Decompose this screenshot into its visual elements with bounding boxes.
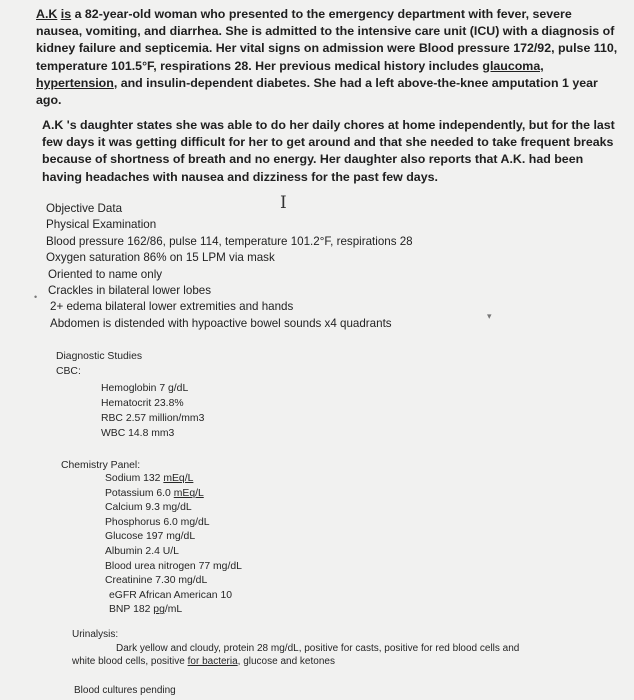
chem-item: eGFR African American 10 — [109, 589, 233, 601]
objective-title: Objective Data — [46, 202, 123, 215]
chem-item: Glucose 197 mg/dL — [105, 531, 196, 543]
urinalysis-title: Urinalysis: — [72, 629, 119, 640]
cbc-item: Hemoglobin 7 g/dL — [101, 383, 189, 394]
objective-line: Abdomen is distended with hypoactive bowel sounds x4 quadrants — [50, 316, 392, 330]
intro-text-2: , and insulin-dependent diabetes. She had a left above-the-knee amputation 1 year ago. — [36, 75, 598, 108]
chem-item: Phosphorus 6.0 mg/dL — [105, 516, 210, 528]
cbc-list — [101, 381, 204, 441]
objective-data-section — [46, 201, 413, 332]
objective-line: Oxygen saturation 86% on 15 LPM via mask — [46, 251, 275, 265]
intro-text-1: a 82-year-old woman who presented to the emergency department with fever, severe nausea, vomiting, and diarrhea. She is admitted to the intensive care unit (ICU) with a diagnosis of kidney failure and septicemia. Her vital signs on admission were Blood pressure 172/92, pulse 110, temperature 101.5°F, respirations 28. Her previous medical history includes — [36, 7, 618, 73]
diagnostic-studies-section — [56, 349, 142, 379]
chem-item: Calcium 9.3 mg/dL — [105, 502, 192, 514]
chem-item: Creatinine 7.30 mg/dL — [105, 575, 208, 587]
chemistry-list — [105, 472, 242, 618]
cbc-item: WBC 14.8 mm3 — [101, 428, 175, 439]
chem-item: Albumin 2.4 U/L — [105, 545, 179, 557]
text-cursor-icon: I — [280, 193, 287, 213]
intro-is: is — [60, 7, 72, 21]
daughter-report-paragraph: A.K 's daughter states she was able to do her daily chores at home independently, but for the last few days it was getting difficult for her to get around and that she needed to take frequent breaks because of shortness of breath and no energy. Her daughter also reports that A.K. had been having headaches with nausea and dizziness for the past few days. — [42, 118, 615, 184]
urinalysis-line-2: white blood cells, positive for bacteria, glucose and ketones — [72, 656, 335, 667]
case-intro-paragraph — [36, 6, 621, 109]
chem-item: BNP 182 pg/mL — [109, 604, 183, 616]
objective-line: 2+ edema bilateral lower extremities and hands — [50, 300, 294, 314]
stray-mark: • — [34, 292, 38, 302]
chem-item: Potassium 6.0 mEq/L — [105, 487, 204, 499]
history-conditions: glaucoma, hypertension — [36, 58, 544, 90]
urinalysis-line-1: Dark yellow and cloudy, protein 28 mg/dL, positive for casts, positive for red blood cells and — [116, 642, 520, 654]
physical-exam-subtitle: Physical Examination — [46, 218, 157, 232]
chem-item: Sodium 132 mEq/L — [105, 473, 194, 484]
cbc-item: RBC 2.57 million/mm3 — [101, 413, 205, 424]
objective-line: Oriented to name only — [48, 267, 163, 281]
urinalysis-section — [72, 628, 519, 669]
stray-mark: ▾ — [487, 311, 492, 321]
cbc-label: CBC: — [56, 366, 81, 377]
patient-name: A.K — [36, 7, 58, 21]
diagnostic-title: Diagnostic Studies — [56, 351, 143, 362]
cbc-item: Hematocrit 23.8% — [101, 398, 184, 409]
blood-cultures-note: Blood cultures pending — [74, 685, 176, 696]
chemistry-title: Chemistry Panel: — [61, 460, 141, 471]
objective-line: Crackles in bilateral lower lobes — [48, 284, 212, 298]
objective-line: Blood pressure 162/86, pulse 114, temperature 101.2°F, respirations 28 — [46, 234, 413, 248]
chem-item: Blood urea nitrogen 77 mg/dL — [105, 560, 242, 572]
